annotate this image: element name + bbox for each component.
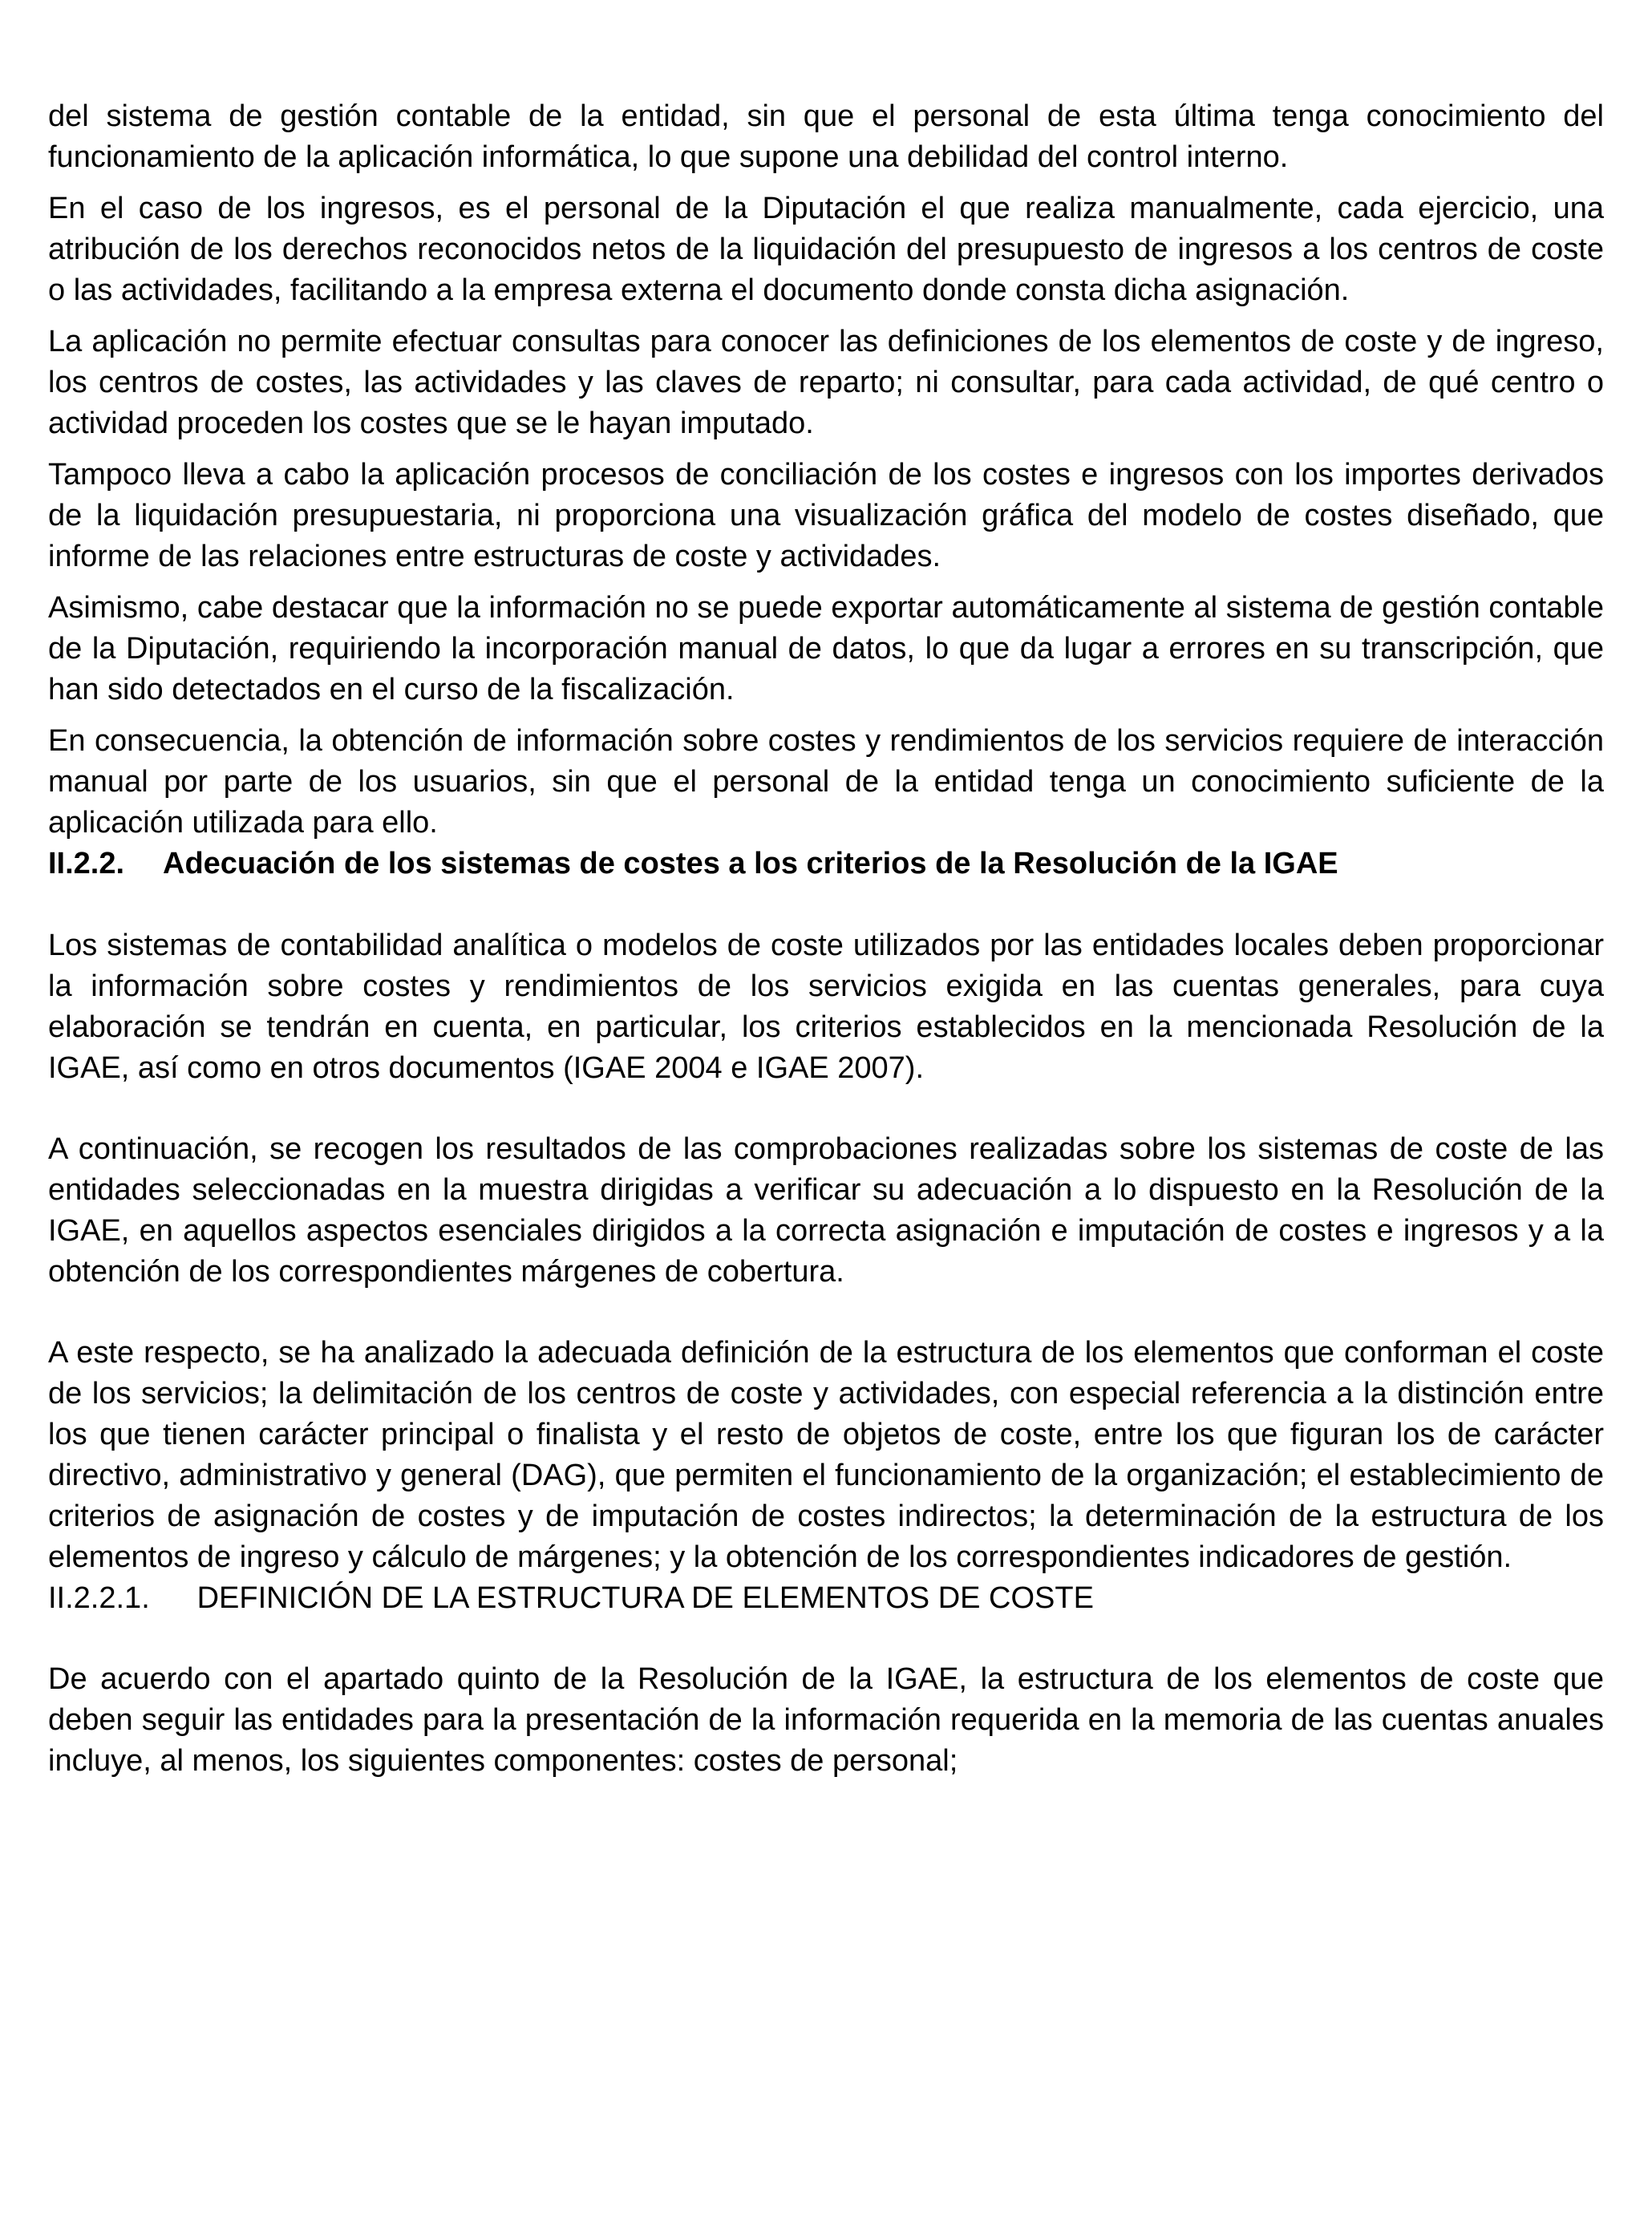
paragraph: La aplicación no permite efectuar consultas para conocer las definiciones de los elementos de coste y de ingreso, los centros de costes, las actividades y las claves de reparto; ni consultar, para cada actividad, de qué centro o actividad proceden los costes que se le hayan imputado. (48, 325, 1604, 440)
paragraph: del sistema de gestión contable de la entidad, sin que el personal de esta última tenga conocimiento del funcionamiento de la aplicación informática, lo que supone una debilidad del control interno. (48, 99, 1604, 174)
paragraph: En el caso de los ingresos, es el personal de la Diputación el que realiza manualmente, cada ejercicio, una atribución de los derechos reconocidos netos de la liquidación del presupuesto de ingresos a los centros de coste o las actividades, facilitando a la empresa externa el documento donde consta dicha asignación. (48, 192, 1604, 307)
paragraph: Los sistemas de contabilidad analítica o modelos de coste utilizados por las entidades locales deben proporcionar la información sobre costes y rendimientos de los servicios exigida en las cuentas generales, para cuya elaboración se tendrán en cuenta, en particular, los criterios establecidos en la mencionada Resolución de la IGAE, así como en otros documentos (IGAE 2004 e IGAE 2007). (48, 929, 1604, 1085)
paragraph: A continuación, se recogen los resultados de las comprobaciones realizadas sobre los sistemas de coste de las entidades seleccionadas en la muestra dirigidas a verificar su adecuación a lo dispuesto en la Resolución de la IGAE, en aquellos aspectos esenciales dirigidos a la correcta asignación e imputación de costes e ingresos y a la obtención de los correspondientes márgenes de cobertura. (48, 1132, 1604, 1289)
paragraph: Asimismo, cabe destacar que la información no se puede exportar automáticamente al sistema de gestión contable de la Diputación, requiriendo la incorporación manual de datos, lo que da lugar a errores en su transcripción, que han sido detectados en el curso de la fiscalización. (48, 591, 1604, 706)
paragraph: A este respecto, se ha analizado la adecuada definición de la estructura de los elementos que conforman el coste de los servicios; la delimitación de los centros de coste y actividades, con especial referencia a la distinción entre los que tienen carácter principal o finalista y el resto de objetos de coste, entre los que figuran los de carácter directivo, administrativo y general (DAG), que permiten el funcionamiento de la organización; el establecimiento de criterios de asignación de costes y de imputación de costes indirectos; la determinación de la estructura de los elementos de ingreso y cálculo de márgenes; y la obtención de los correspondientes indicadores de gestión. (48, 1336, 1604, 1574)
subsection-title: DEFINICIÓN DE LA ESTRUCTURA DE ELEMENTOS DE COSTE (196, 1581, 1094, 1615)
paragraph: En consecuencia, la obtención de información sobre costes y rendimientos de los servicios requiere de interacción manual por parte de los usuarios, sin que el personal de la entidad tenga un conocimiento suficiente de la aplicación utilizada para ello. (48, 724, 1604, 840)
section-title: Adecuación de los sistemas de costes a los criterios de la Resolución de la IGAE (163, 847, 1338, 880)
document-page (48, 96, 1604, 1782)
paragraph: De acuerdo con el apartado quinto de la Resolución de la IGAE, la estructura de los elementos de coste que deben seguir las entidades para la presentación de la información requerida en la memoria de las cuentas anuales incluye, al menos, los siguientes componentes: costes de personal; (48, 1662, 1604, 1778)
subsection-heading (48, 1578, 1604, 1619)
paragraph: Tampoco lleva a cabo la aplicación procesos de conciliación de los costes e ingresos con los importes derivados de la liquidación presupuestaria, ni proporciona una visualización gráfica del modelo de costes diseñado, que informe de las relaciones entre estructuras de coste y actividades. (48, 458, 1604, 573)
section-heading (48, 844, 1604, 884)
subsection-number: II.2.2.1. (48, 1581, 150, 1615)
section-number: II.2.2. (48, 847, 125, 880)
